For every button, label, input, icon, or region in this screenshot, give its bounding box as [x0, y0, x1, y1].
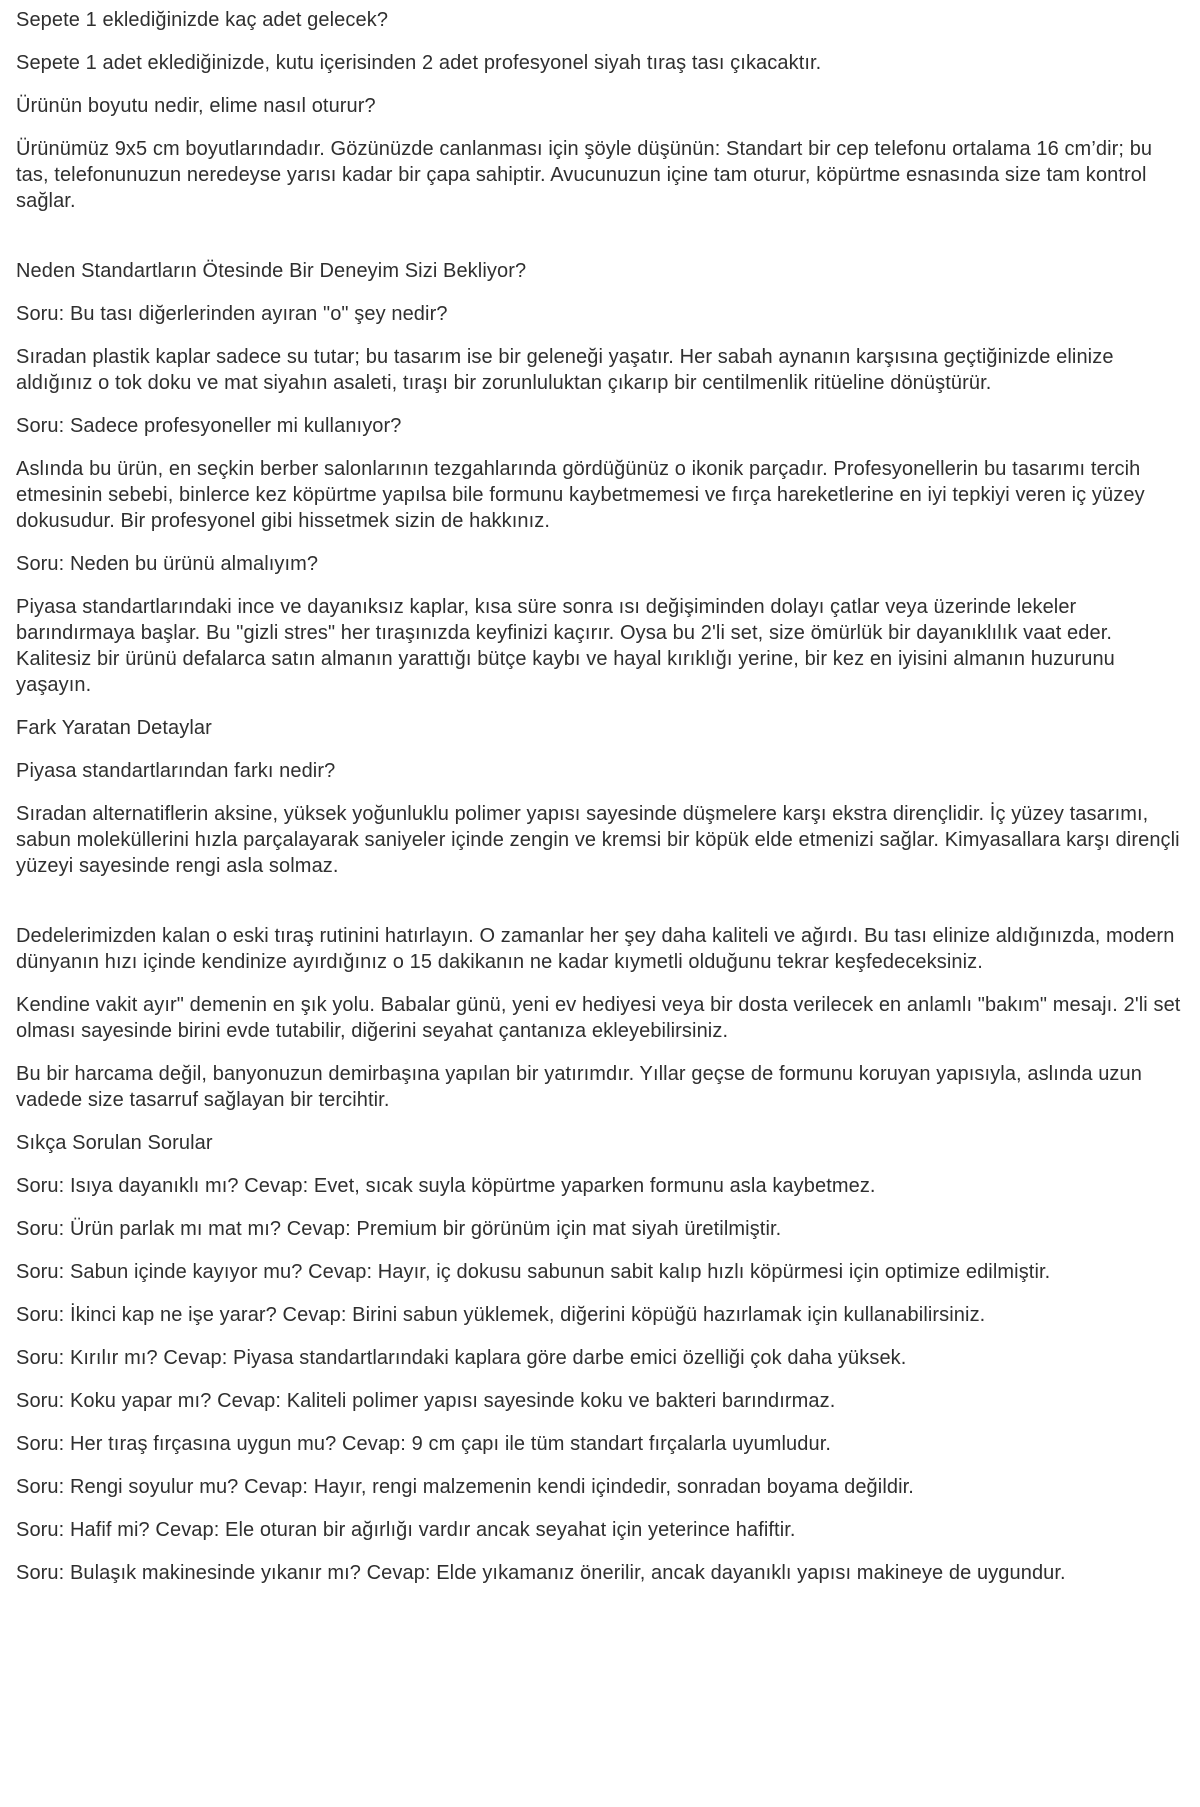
qa-question: Piyasa standartlarından farkı nedir? [16, 760, 336, 782]
qa-answer: Sıradan plastik kaplar sadece su tutar; bu tasarım ise bir geleneği yaşatır. Her sabah aynanın karşısına geçtiğinizde elinize aldığınız o tok doku ve mat siyahın asaleti, tıraşı bir zorunluluktan çıkarıp bir centilmenlik ritüeline dönüştürür. [16, 346, 1114, 394]
faq-item: Soru: Rengi soyulur mu? Cevap: Hayır, rengi malzemenin kendi içindedir, sonradan boyama değildir. [16, 1476, 914, 1498]
qa-answer: Ürünümüz 9x5 cm boyutlarındadır. Gözünüzde canlanması için şöyle düşünün: Standart bir cep telefonu ortalama 16 cm’dir; bu tas, telefonunuzun neredeyse yarısı kadar bir çapa sahiptir. Avucunuzun içine tam oturur, köpürtme esnasında size tam kontrol sağlar. [16, 138, 1153, 212]
faq-item: Soru: Ürün parlak mı mat mı? Cevap: Premium bir görünüm için mat siyah üretilmiştir. [16, 1218, 782, 1240]
faq-item: Soru: Hafif mi? Cevap: Ele oturan bir ağırlığı vardır ancak seyahat için yeterince hafiftir. [16, 1519, 796, 1541]
faq-item: Soru: Her tıraş fırçasına uygun mu? Cevap: 9 cm çapı ile tüm standart fırçalarla uyumludur. [16, 1433, 832, 1455]
qa-question: Soru: Neden bu ürünü almalıyım? [16, 553, 319, 575]
qa-question: Soru: Bu tası diğerlerinden ayıran "o" şey nedir? [16, 303, 448, 325]
body-paragraph: Kendine vakit ayır" demenin en şık yolu. Babalar günü, yeni ev hediyesi veya bir dosta verilecek en anlamlı "bakım" mesajı. 2'li set olması sayesinde birini evde tutabilir, diğerini seyahat çantanıza ekleyebilirsiniz. [16, 994, 1181, 1042]
section-heading: Sıkça Sorulan Sorular [16, 1132, 213, 1154]
faq-item: Soru: Koku yapar mı? Cevap: Kaliteli polimer yapısı sayesinde koku ve bakteri barındırmaz. [16, 1390, 836, 1412]
faq-item: Soru: Sabun içinde kayıyor mu? Cevap: Hayır, iç dokusu sabunun sabit kalıp hızlı köpürmesi için optimize edilmiştir. [16, 1261, 1051, 1283]
faq-item: Soru: Kırılır mı? Cevap: Piyasa standartlarındaki kaplara göre darbe emici özelliği çok daha yüksek. [16, 1347, 907, 1369]
section-heading: Neden Standartların Ötesinde Bir Deneyim Sizi Bekliyor? [16, 260, 527, 282]
body-paragraph: Dedelerimizden kalan o eski tıraş rutinini hatırlayın. O zamanlar her şey daha kaliteli ve ağırdı. Bu tası elinize aldığınızda, modern dünyanın hızı içinde kendinize ayırdığınız o 15 dakikanın ne kadar kıymetli olduğunu tekrar keşfedeceksiniz. [16, 925, 1175, 973]
qa-answer: Piyasa standartlarındaki ince ve dayanıksız kaplar, kısa süre sonra ısı değişiminden dolayı çatlar veya üzerinde lekeler barındırmaya başlar. Bu "gizli stres" her tıraşınızda keyfinizi kaçırır. Oysa bu 2'li set, size ömürlük bir dayanıklılık vaat eder. Kalitesiz bir ürünü defalarca satın almanın yarattığı bütçe kaybı ve hayal kırıklığı yerine, bir kez en iyisini almanın huzurunu yaşayın. [16, 596, 1115, 696]
faq-item: Soru: Isıya dayanıklı mı? Cevap: Evet, sıcak suyla köpürtme yaparken formunu asla kaybetmez. [16, 1175, 876, 1197]
qa-answer: Aslında bu ürün, en seçkin berber salonlarının tezgahlarında gördüğünüz o ikonik parçadır. Profesyonellerin bu tasarımı tercih etmesinin sebebi, binlerce kez köpürtme yapılsa bile formunu kaybetmemesi ve fırça hareketlerine en iyi tepkiyi veren iç yüzey dokusudur. Bir profesyonel gibi hissetmek sizin de hakkınız. [16, 458, 1145, 532]
qa-answer: Sıradan alternatiflerin aksine, yüksek yoğunluklu polimer yapısı sayesinde düşmelere karşı ekstra dirençlidir. İç yüzey tasarımı, sabun moleküllerini hızla parçalayarak saniyeler içinde zengin ve kremsi bir köpük elde etmenizi sağlar. Kimyasallara karşı dirençli yüzeyi sayesinde rengi asla solmaz. [16, 803, 1180, 877]
qa-answer: Sepete 1 adet eklediğinizde, kutu içerisinden 2 adet profesyonel siyah tıraş tası çıkacaktır. [16, 52, 822, 74]
faq-item: Soru: İkinci kap ne işe yarar? Cevap: Birini sabun yüklemek, diğerini köpüğü hazırlamak için kullanabilirsiniz. [16, 1304, 986, 1326]
product-description-document [0, 7, 1200, 1586]
body-paragraph: Bu bir harcama değil, banyonuzun demirbaşına yapılan bir yatırımdır. Yıllar geçse de formunu koruyan yapısıyla, aslında uzun vadede size tasarruf sağlayan bir tercihtir. [16, 1063, 1142, 1111]
faq-item: Soru: Bulaşık makinesinde yıkanır mı? Cevap: Elde yıkamanız önerilir, ancak dayanıklı yapısı makineye de uygundur. [16, 1562, 1066, 1584]
section-heading: Fark Yaratan Detaylar [16, 717, 212, 739]
qa-question: Soru: Sadece profesyoneller mi kullanıyor? [16, 415, 402, 437]
qa-question: Sepete 1 eklediğinizde kaç adet gelecek? [16, 9, 389, 31]
qa-question: Ürünün boyutu nedir, elime nasıl oturur? [16, 95, 376, 117]
